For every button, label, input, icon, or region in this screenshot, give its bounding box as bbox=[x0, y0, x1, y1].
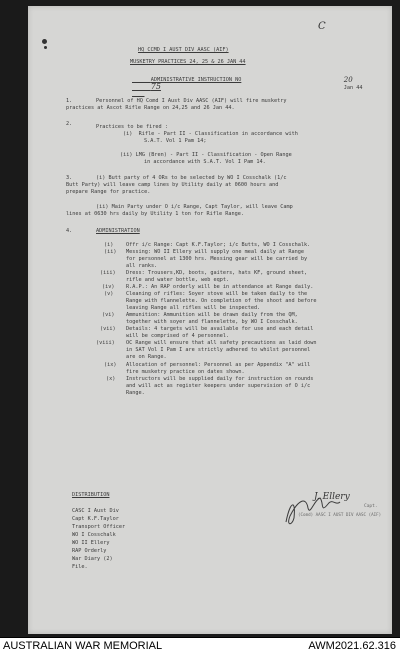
signature-stamp: (Comd) AASC I AUST DIV AASC (AIF) bbox=[298, 512, 382, 517]
admin-line: R.A.P.: An RAP orderly will be in attendance at Range daily. bbox=[126, 284, 314, 290]
para-line: (i) Rifle - Part II - Classification in accordance with bbox=[123, 131, 298, 137]
corner-mark: C bbox=[318, 21, 326, 32]
signature-block bbox=[280, 492, 392, 530]
para-line: practices at Ascot Rifle Range on 24,25 and 26 Jan 44. bbox=[66, 105, 235, 111]
archive-footer bbox=[0, 637, 400, 654]
document-page bbox=[28, 6, 392, 634]
admin-line: Range. bbox=[126, 390, 145, 396]
para-num: 4. bbox=[66, 228, 73, 234]
admin-line: will be comprised of 4 personnel. bbox=[126, 333, 230, 339]
admin-line: Dress: Trousers,KD, boots, gaiters, hats KF, ground sheet, bbox=[126, 270, 308, 276]
admin-line: Cleaning of rifles: Soyer stove will be taken daily to the bbox=[126, 291, 308, 297]
subject-heading: MUSKETRY PRACTICES 24, 25 & 26 JAN 44 bbox=[130, 59, 246, 65]
section-heading: ADMINISTRATION bbox=[96, 228, 140, 234]
para-num: 3. bbox=[66, 175, 73, 181]
date-typed: Jan 44 bbox=[343, 84, 363, 91]
distribution-heading: DISTRIBUTION bbox=[72, 492, 110, 498]
distribution-item: Capt K.F.Taylor bbox=[72, 516, 119, 522]
instruction-heading bbox=[132, 71, 241, 98]
date-handwritten: 20 bbox=[343, 76, 353, 85]
distribution-item: War Diary (2) bbox=[72, 556, 113, 562]
admin-num: (viii) bbox=[96, 340, 115, 346]
unit-heading: HQ CCMD I AUST DIV AASC (AIF) bbox=[138, 47, 229, 53]
para-line: S.A.T. Vol 1 Pam 14; bbox=[144, 138, 207, 144]
para-line: (ii) Main Party under O i/c Range, Capt Taylor, will leave Camp bbox=[96, 204, 293, 210]
document-text bbox=[28, 6, 392, 634]
para-num: 1. bbox=[66, 98, 73, 104]
admin-line: are on Range. bbox=[126, 354, 167, 360]
admin-line: leaving Range all rifles will be inspected. bbox=[126, 305, 261, 311]
distribution-item: CASC I Aust Div bbox=[72, 508, 119, 514]
admin-line: in SAT Vol I Pam I are strictly adhered to whilst personnel bbox=[126, 347, 311, 353]
instruction-number: 75 bbox=[150, 81, 161, 91]
admin-line: fire musketry practice on dates shown. bbox=[126, 369, 245, 375]
footer-institution: AUSTRALIAN WAR MEMORIAL bbox=[3, 640, 163, 652]
admin-num: (vi) bbox=[102, 312, 115, 318]
admin-line: and will act as register keepers under supervision of O i/c bbox=[126, 383, 311, 389]
admin-line: rifle and water bottle, web eqpt. bbox=[126, 277, 230, 283]
para-num: 2. bbox=[66, 121, 73, 127]
admin-line: OC Range will ensure that all safety precautions as laid down bbox=[126, 340, 317, 346]
admin-line: Instructors will be supplied daily for instruction on rounds bbox=[126, 376, 314, 382]
signature-rank: Capt. bbox=[364, 504, 378, 509]
admin-num: (ix) bbox=[104, 362, 117, 368]
distribution-item: File. bbox=[72, 564, 88, 570]
admin-line: Allocation of personnel: Personnel as per Appendix "A" will bbox=[126, 362, 311, 368]
admin-num: (v) bbox=[104, 291, 114, 297]
admin-line: Details: 4 targets will be available for use and each detail bbox=[126, 326, 314, 332]
para-line: lines at 0630 hrs daily by Utility 1 ton for Rifle Range. bbox=[66, 211, 245, 217]
distribution-item: WO I Cosschalk bbox=[72, 532, 116, 538]
admin-line: Ammunition: Ammunition will be drawn daily from the QM, bbox=[126, 312, 298, 318]
para-line: in accordance with S.A.T. Vol I Pam 14. bbox=[144, 159, 266, 165]
distribution-item: RAP Orderly bbox=[72, 548, 107, 554]
para-line: Practices to be fired : bbox=[96, 124, 168, 130]
signature-name: J. Ellery bbox=[314, 492, 350, 502]
admin-num: (x) bbox=[106, 376, 116, 382]
para-line: (ii) LMG (Bren) - Part II - Classification - Open Range bbox=[120, 152, 292, 158]
instruction-title: ADMINISTRATIVE INSTRUCTION NO bbox=[150, 77, 242, 84]
para-line: Butt Party) will leave camp lines by Utility daily at 0600 hours and bbox=[66, 182, 279, 188]
admin-num: (vii) bbox=[100, 326, 116, 332]
admin-line: Range with flannelette. On completion of the shoot and before bbox=[126, 298, 317, 304]
admin-num: (iv) bbox=[102, 284, 115, 290]
distribution-item: WO II Ellery bbox=[72, 540, 110, 546]
admin-line: for personnel at 1300 hrs. Messing gear will be carried by bbox=[126, 256, 308, 262]
para-line: prepare Range for practice. bbox=[66, 189, 151, 195]
para-line: Personnel of HQ Comd I Aust Div AASC (AIF) will fire musketry bbox=[96, 98, 287, 104]
distribution-item: Transport Officer bbox=[72, 524, 126, 530]
admin-line: all ranks. bbox=[126, 263, 158, 269]
admin-num: (i) bbox=[104, 242, 114, 248]
footer-accession-number: AWM2021.62.316 bbox=[308, 640, 396, 652]
admin-line: together with soyer and flannelette, by WO I Cosschalk. bbox=[126, 319, 298, 325]
para-line: (i) Butt party of 4 ORs to be selected by WO I Cosschalk (1/c bbox=[96, 175, 287, 181]
admin-line: Messing: WO II Ellery will supply one meal daily at Range bbox=[126, 249, 305, 255]
admin-line: Offr i/c Range: Capt K.F.Taylor; i/c Butts, WO I Cosschalk. bbox=[126, 242, 311, 248]
admin-num: (ii) bbox=[104, 249, 117, 255]
admin-num: (iii) bbox=[100, 270, 116, 276]
document-date bbox=[325, 71, 363, 98]
